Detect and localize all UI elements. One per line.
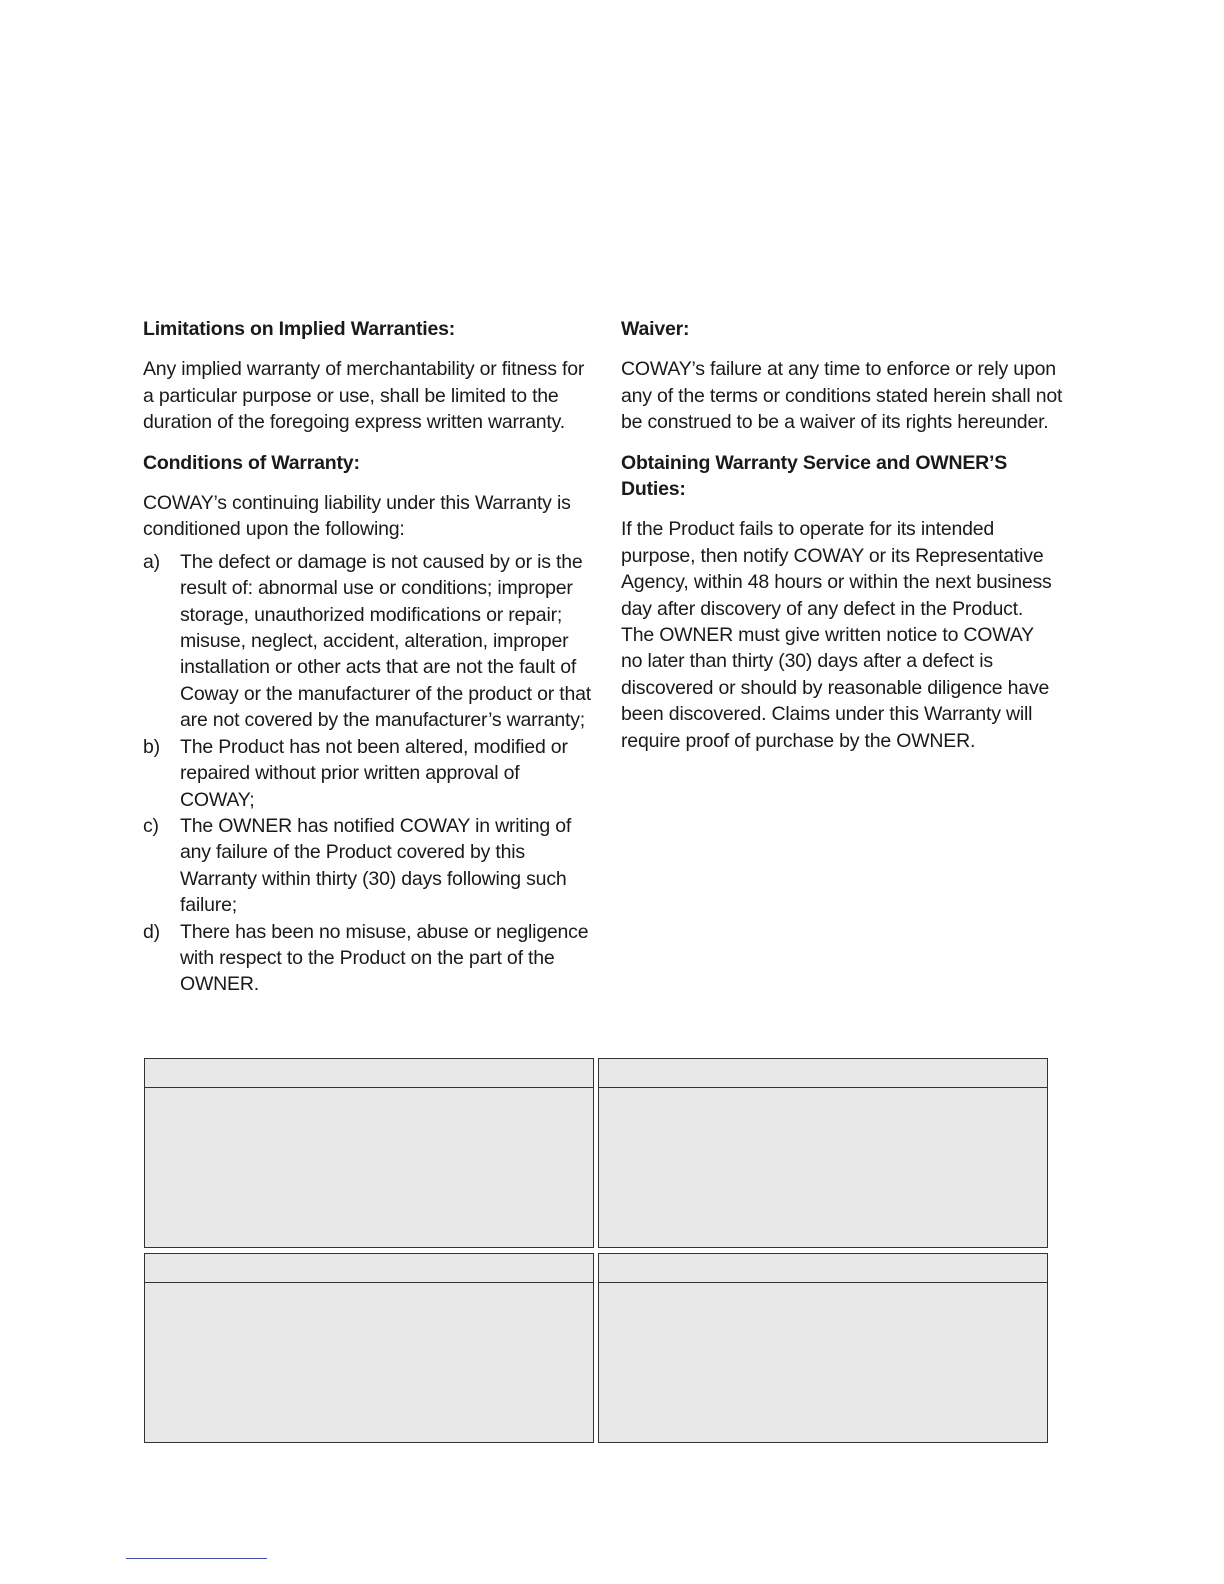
list-item-text: The OWNER has notified COWAY in writing of any failure of the Product covered by this Warranty within thirty (30) days following such failure; — [180, 814, 572, 917]
conditions-list — [143, 549, 593, 998]
right-column — [621, 316, 1071, 768]
form-box-header — [145, 1059, 593, 1088]
left-column — [143, 316, 593, 998]
obtaining-service-body: If the Product fails to operate for its intended purpose, then notify COWAY or its Representative Agency, within 48 hours or within the next business day after discovery of any defect in the Product. The OWNER must give written notice to COWAY no later than thirty (30) days after a defect is discovered or should by reasonable diligence have been discovered. Claims under this Warranty will require proof of purchase by the OWNER. — [621, 518, 1052, 752]
list-item — [143, 919, 593, 998]
list-marker: c) — [143, 814, 159, 837]
list-item — [143, 813, 593, 919]
footer-rule — [126, 1558, 267, 1559]
form-box-header — [599, 1059, 1047, 1088]
form-box-bottom-right — [598, 1253, 1048, 1443]
limitations-heading: Limitations on Implied Warranties: — [143, 318, 456, 340]
list-item — [143, 734, 593, 813]
list-item — [143, 549, 593, 734]
list-item-text: The Product has not been altered, modified or repaired without prior written approval of COWAY; — [180, 735, 568, 811]
form-box-top-left — [144, 1058, 594, 1248]
form-box-bottom-left — [144, 1253, 594, 1443]
conditions-heading: Conditions of Warranty: — [143, 451, 360, 474]
list-marker: d) — [143, 920, 160, 943]
list-item-text: The defect or damage is not caused by or is the result of: abnormal use or conditions; improper storage, unauthorized modifications or repair; misuse, neglect, accident, alteration, improper installation or other acts that are not the fault of Coway or the manufacturer of the product or that are not covered by the manufacturer’s warranty; — [180, 550, 591, 732]
limitations-body: Any implied warranty of merchantability or fitness for a particular purpose or use, shall be limited to the duration of the foregoing express written warranty. — [143, 358, 585, 434]
waiver-heading: Waiver: — [621, 318, 690, 340]
form-box-header — [599, 1254, 1047, 1283]
list-marker: b) — [143, 735, 160, 758]
list-marker: a) — [143, 550, 160, 573]
waiver-body: COWAY’s failure at any time to enforce or rely upon any of the terms or conditions stated herein shall not be construed to be a waiver of its rights hereunder. — [621, 358, 1063, 434]
obtaining-service-heading: Obtaining Warranty Service and OWNER’S Duties: — [621, 451, 1008, 501]
form-box-header — [145, 1254, 593, 1283]
form-box-top-right — [598, 1058, 1048, 1248]
list-item-text: There has been no misuse, abuse or negligence with respect to the Product on the part of the OWNER. — [180, 920, 589, 996]
conditions-intro: COWAY’s continuing liability under this Warranty is conditioned upon the following: — [143, 492, 571, 541]
